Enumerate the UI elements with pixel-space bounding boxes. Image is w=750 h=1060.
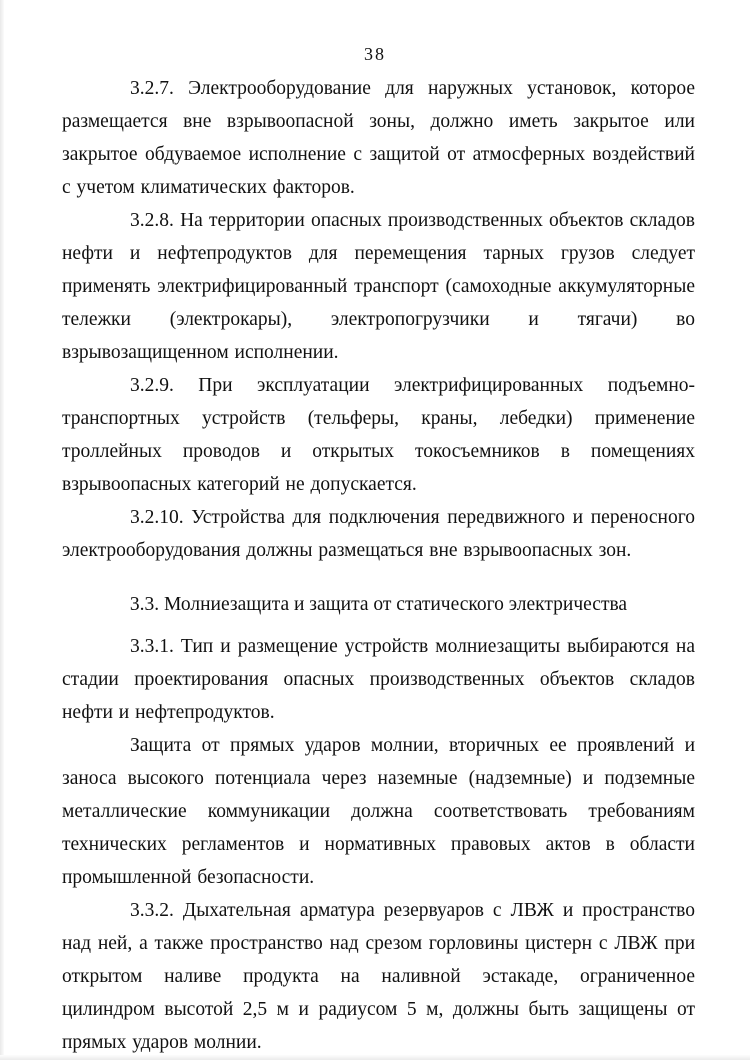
paragraph-3-3-2: 3.3.2. Дыхательная арматура резервуаров с ЛВЖ и пространство над ней, а также пространство над срезом горловины цистерн с ЛВЖ при открытом наливе продукта на наливной эстакаде, ограниченное цилиндром высотой 2,5 м и радиусом 5 м, должны быть защищены от прямых ударов молнии. <box>62 900 695 1053</box>
paragraph-3-2-9: 3.2.9. При эксплуатации электрифицированных подъемно-транспортных устройств (тельферы, краны, лебедки) применение троллейных проводов и открытых токосъемников в помещениях взрывоопасных категорий не допускается. <box>62 375 695 495</box>
paragraph-3-2-7: 3.2.7. Электрооборудование для наружных установок, которое размещается вне взрывоопасной зоны, должно иметь закрытое или закрытое обдуваемое исполнение с защитой от атмосферных воздействий с учетом климатических факторов. <box>62 78 695 198</box>
document-body <box>62 72 695 1059</box>
paragraph-3-2-8: 3.2.8. На территории опасных производственных объектов складов нефти и нефтепродуктов для перемещения тарных грузов следует применять электрифицированный транспорт (самоходные аккумуляторные тележки (электрокары), электропогрузчики и тягачи) во взрывозащищенном исполнении. <box>62 210 695 363</box>
page-number: 38 <box>364 44 386 64</box>
paragraph-3-3-1-continuation: Защита от прямых ударов молнии, вторичных ее проявлений и заноса высокого потенциала через наземные (надземные) и подземные металлические коммуникации должна соответствовать требованиям технических регламентов и нормативных правовых актов в области промышленной безопасности. <box>62 735 695 888</box>
paragraph-3-2-10: 3.2.10. Устройства для подключения передвижного и переносного электрооборудования должны размещаться вне взрывоопасных зон. <box>62 507 695 561</box>
scan-edge-left <box>0 0 4 1060</box>
section-heading-3-3: 3.3. Молниезащита и защита от статического электричества <box>129 594 628 615</box>
paragraph-3-3-1: 3.3.1. Тип и размещение устройств молниезащиты выбираются на стадии проектирования опасных производственных объектов складов нефти и нефтепродуктов. <box>62 636 695 723</box>
